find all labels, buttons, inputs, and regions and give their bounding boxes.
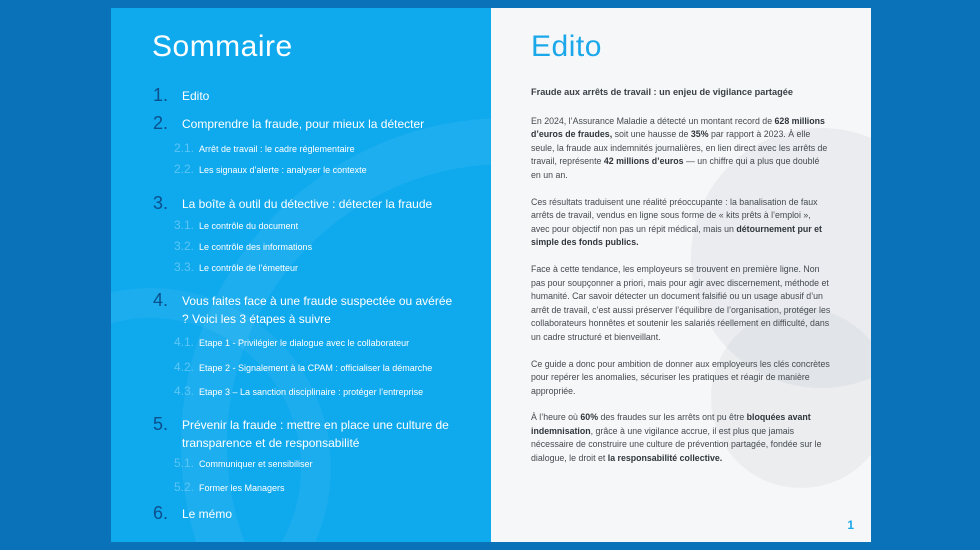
toc-number: 4. (153, 290, 169, 310)
page-number: 1 (847, 518, 854, 532)
toc-subitem-communiquer[interactable] (174, 456, 313, 471)
toc-label: Comprendre la fraude, pour mieux la détecter (182, 117, 425, 131)
toc-title: Sommaire (152, 30, 293, 63)
toc-subitem-signaux[interactable] (174, 162, 367, 177)
edito-paragraph-2: Ces résultats traduisent une réalité préoccupante : la banalisation de faux arrêts de travail, vendus en ligne sous forme de « kits prêts à l’emploi », avec pour objectif non pas un répit médical, mais un détournement pur et simple des fonds publics. (531, 196, 822, 248)
toc-item-prevenir[interactable] (153, 415, 457, 452)
toc-item-memo[interactable] (153, 504, 462, 523)
toc-number: 3. (153, 193, 169, 213)
toc-label: Les signaux d’alerte : analyser le contexte (199, 165, 367, 175)
toc-label: Arrêt de travail : le cadre réglementaire (199, 144, 355, 154)
toc-subitem-cadre[interactable] (174, 141, 355, 156)
toc-number: 2.1. (174, 141, 195, 155)
toc-label: Le contrôle du document (199, 221, 299, 231)
toc-number: 5.1. (174, 456, 195, 470)
toc-item-fraude-suspectee[interactable] (153, 291, 457, 328)
toc-label: Etape 2 - Signalement à la CPAM : officialiser la démarche (199, 363, 433, 373)
toc-label: Prévenir la fraude : mettre en place une culture de transparence et de responsabilité (182, 418, 449, 450)
toc-label: Etape 3 – La sanction disciplinaire : protéger l’entreprise (199, 387, 424, 397)
toc-label: Communiquer et sensibiliser (199, 459, 313, 469)
edito-lead: Fraude aux arrêts de travail : un enjeu de vigilance partagée (531, 87, 793, 97)
toc-number: 2. (153, 113, 169, 133)
toc-number: 4.1. (174, 335, 195, 349)
edito-page (491, 8, 871, 542)
edito-paragraph-5: À l’heure où 60% des fraudes sur les arrêts ont pu être bloquées avant indemnisation, grâce à une vigilance accrue, il est plus que jamais nécessaire de construire une culture de prévention partagée, fondée sur le dialogue, le droit et la responsabilité collective. (531, 412, 822, 464)
toc-number: 4.2. (174, 360, 195, 374)
toc-subitem-informations[interactable] (174, 239, 312, 254)
toc-label: Etape 1 - Privilégier le dialogue avec le collaborateur (199, 338, 410, 348)
toc-item-comprendre[interactable] (153, 114, 462, 133)
toc-number: 6. (153, 503, 169, 523)
toc-number: 3.2. (174, 239, 195, 253)
toc-label: La boîte à outil du détective : détecter la fraude (182, 197, 433, 211)
toc-number: 1. (153, 85, 169, 105)
toc-label: Le mémo (182, 507, 233, 521)
toc-number: 2.2. (174, 162, 195, 176)
edito-paragraph-4: Ce guide a donc pour ambition de donner aux employeurs les clés concrètes pour repérer les anomalies, sécuriser les pratiques et réagir de manière appropriée. (531, 358, 830, 396)
toc-subitem-managers[interactable] (174, 480, 285, 495)
edito-paragraph-1: En 2024, l’Assurance Maladie a détecté un montant record de 628 millions d’euros de fraudes, soit une hausse de 35% par rapport à 2023. À elle seule, la fraude aux indemnités journalières, en lien direct avec les arrêts de travail, représente 42 millions d’euros — un chiffre qui a plus que doublé en un an. (531, 115, 828, 180)
edito-body (531, 86, 831, 479)
toc-item-boite-outil[interactable] (153, 194, 462, 213)
toc-number: 5.2. (174, 480, 195, 494)
toc-subitem-etape-1[interactable] (174, 335, 409, 350)
toc-number: 4.3. (174, 384, 195, 398)
edito-paragraph-3: Face à cette tendance, les employeurs se trouvent en première ligne. Non pas pour soupçonner a priori, mais pour agir avec discernement, méthode et humanité. Car savoir détecter un document falsifié ou un usage abusif d’un arrêt de travail, c’est aussi préserver l’équilibre de l’organisation, protéger les collaborateurs honnêtes et soutenir les salariés réellement en difficulté, dans un cadre structuré et bienveillant. (531, 263, 831, 342)
toc-subitem-etape-3[interactable] (174, 384, 423, 399)
toc-subitem-etape-2[interactable] (174, 360, 432, 375)
toc-page (111, 8, 491, 542)
toc-subitem-document[interactable] (174, 218, 298, 233)
toc-label: Vous faites face à une fraude suspectée ou avérée ? Voici les 3 étapes à suivre (182, 294, 453, 326)
toc-label: Le contrôle de l’émetteur (199, 263, 299, 273)
toc-number: 3.1. (174, 218, 195, 232)
table-of-contents (111, 8, 491, 542)
toc-label: Le contrôle des informations (199, 242, 313, 252)
toc-label: Edito (182, 89, 210, 103)
edito-title: Edito (531, 30, 602, 63)
toc-number: 3.3. (174, 260, 195, 274)
toc-number: 5. (153, 414, 169, 434)
toc-label: Former les Managers (199, 483, 285, 493)
document-spread (111, 8, 871, 542)
toc-item-edito[interactable] (153, 86, 462, 105)
toc-subitem-emetteur[interactable] (174, 260, 298, 275)
